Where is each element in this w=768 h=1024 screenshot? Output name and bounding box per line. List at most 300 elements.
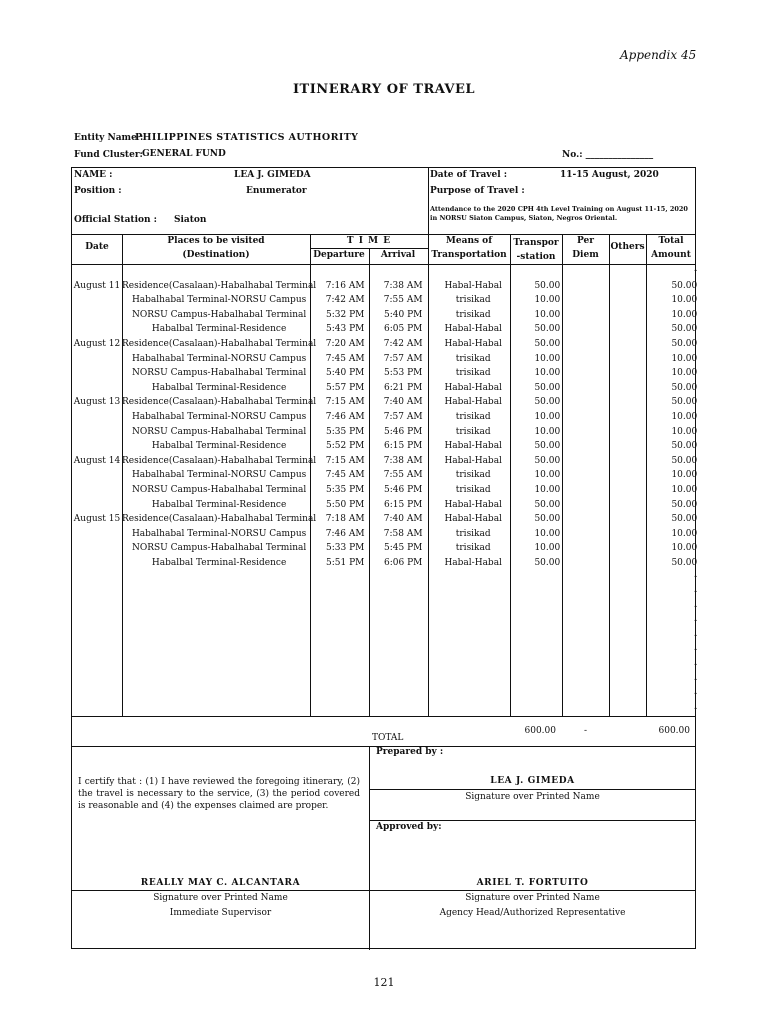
row-departure: 7:45 AM	[325, 353, 365, 364]
row-perdiem	[566, 556, 614, 571]
row-total-amount: 50.00	[671, 557, 698, 568]
row-destination: Habalbal Terminal-Residence	[151, 324, 287, 335]
table-row	[72, 556, 703, 571]
row-transportation-cost	[514, 702, 566, 717]
row-transportation-cost: 50.00	[534, 441, 561, 452]
row-date	[72, 308, 122, 323]
row-departure	[316, 600, 374, 615]
name-label: NAME :	[74, 170, 113, 180]
row-transportation-cost	[514, 643, 566, 658]
col-others-header: Others	[610, 242, 645, 252]
preparer-signature-caption: Signature over Printed Name	[465, 792, 600, 802]
row-departure: 5:40 PM	[326, 368, 365, 379]
row-departure	[316, 629, 374, 644]
table-row	[72, 293, 703, 308]
row-total-amount: 50.00	[671, 338, 698, 349]
row-transport-means: Habal-Habal	[444, 382, 502, 393]
entity-label: Entity Name :	[74, 133, 144, 143]
row-perdiem	[566, 570, 614, 585]
row-arrival	[374, 673, 432, 688]
table-row	[72, 395, 703, 410]
table-row	[72, 585, 703, 600]
row-transport-means: trisikad	[455, 368, 491, 379]
row-others	[614, 614, 652, 629]
row-others	[614, 468, 652, 483]
row-arrival	[374, 687, 432, 702]
row-arrival	[374, 629, 432, 644]
table-row	[72, 425, 703, 440]
row-transportation-cost: 10.00	[534, 543, 561, 554]
row-transportation-cost: 10.00	[534, 309, 561, 320]
table-row	[72, 673, 703, 688]
row-others	[614, 702, 652, 717]
row-date	[72, 483, 122, 498]
table-row	[72, 366, 703, 381]
row-destination: Residence(Casalaan)-Habalhabal Terminal	[122, 397, 317, 408]
row-departure: 7:46 AM	[325, 528, 365, 539]
row-date	[72, 673, 122, 688]
table-row	[72, 337, 703, 352]
row-date	[72, 658, 122, 673]
row-date	[72, 541, 122, 556]
row-transport-means: trisikad	[455, 470, 491, 481]
row-arrival: 6:15 PM	[384, 499, 423, 510]
row-transportation-cost: 10.00	[534, 411, 561, 422]
row-date	[72, 629, 122, 644]
row-total-amount: 50.00	[671, 324, 698, 335]
row-destination	[122, 687, 316, 702]
certification-text: I certify that : (1) I have reviewed the foregoing itinerary, (2) the travel is necessary to the service, (3) the period covered is reasonable and (4) the expenses claimed are proper.	[78, 777, 360, 811]
row-departure: 5:57 PM	[326, 382, 365, 393]
table-row	[72, 512, 703, 527]
row-date	[72, 585, 122, 600]
row-departure	[316, 614, 374, 629]
col-places-header-line2: (Destination)	[182, 250, 250, 260]
row-total-amount: 10.00	[671, 309, 698, 320]
row-others	[614, 439, 652, 454]
row-date	[72, 352, 122, 367]
row-transportation-cost	[514, 614, 566, 629]
table-row	[72, 483, 703, 498]
itinerary-table	[72, 264, 703, 716]
row-date	[72, 614, 122, 629]
row-others	[614, 381, 652, 396]
row-transportation-cost	[514, 629, 566, 644]
row-date: August 15	[73, 514, 121, 525]
row-total-amount: -	[694, 674, 698, 685]
table-row	[72, 468, 703, 483]
purpose-value: Attendance to the 2020 CPH 4th Level Training on August 11-15, 2020 in NORSU Siaton Campus, Siaton, Negros Oriental.	[430, 205, 688, 222]
row-transport-means: Habal-Habal	[444, 397, 502, 408]
row-others	[614, 425, 652, 440]
col-arrival-header: Arrival	[380, 250, 416, 260]
row-perdiem	[566, 643, 614, 658]
date-of-travel-label: Date of Travel :	[430, 170, 508, 180]
row-date	[72, 570, 122, 585]
row-date: August 14	[73, 455, 121, 466]
row-arrival: 7:40 AM	[383, 397, 423, 408]
row-transport-means	[432, 600, 514, 615]
row-transportation-cost: 50.00	[534, 499, 561, 510]
row-arrival	[374, 600, 432, 615]
row-transportation-cost	[514, 658, 566, 673]
row-others	[614, 585, 652, 600]
row-departure: 5:52 PM	[326, 441, 365, 452]
row-transport-means: Habal-Habal	[444, 324, 502, 335]
row-transport-means: Habal-Habal	[444, 557, 502, 568]
row-transport-means: trisikad	[455, 484, 491, 495]
row-departure: 5:50 PM	[326, 499, 365, 510]
row-date: August 11	[73, 280, 121, 291]
row-departure: 5:35 PM	[326, 484, 365, 495]
row-others	[614, 658, 652, 673]
itinerary-rows	[72, 264, 703, 716]
row-departure	[316, 264, 374, 279]
row-date	[72, 687, 122, 702]
row-transportation-cost: 10.00	[534, 353, 561, 364]
row-total-amount: 50.00	[671, 441, 698, 452]
row-total-amount: -	[694, 630, 698, 641]
row-others	[614, 410, 652, 425]
row-destination: Habalbal Terminal-Residence	[151, 441, 287, 452]
col-places-header	[122, 234, 310, 262]
row-date	[72, 410, 122, 425]
row-total-amount: -	[694, 572, 698, 583]
row-arrival	[374, 658, 432, 673]
station-value: Siaton	[174, 215, 207, 225]
row-arrival: 5:46 PM	[384, 484, 423, 495]
row-perdiem	[566, 527, 614, 542]
row-transport-means	[432, 702, 514, 717]
row-transportation-cost: 50.00	[534, 338, 561, 349]
row-perdiem	[566, 337, 614, 352]
row-perdiem	[566, 308, 614, 323]
row-perdiem	[566, 381, 614, 396]
row-departure: 5:33 PM	[326, 543, 365, 554]
row-perdiem	[566, 658, 614, 673]
row-arrival: 7:55 AM	[383, 470, 423, 481]
col-date-header: Date	[85, 242, 109, 252]
row-perdiem	[566, 439, 614, 454]
row-arrival: 6:15 PM	[384, 441, 423, 452]
table-row	[72, 322, 703, 337]
row-arrival: 7:38 AM	[383, 455, 423, 466]
table-row	[72, 600, 703, 615]
row-others	[614, 643, 652, 658]
table-row	[72, 527, 703, 542]
row-transport-means	[432, 570, 514, 585]
row-date	[72, 498, 122, 513]
table-row	[72, 439, 703, 454]
row-perdiem	[566, 322, 614, 337]
row-perdiem	[566, 264, 614, 279]
approver-title: Agency Head/Authorized Representative	[439, 908, 626, 918]
row-departure	[316, 585, 374, 600]
row-date	[72, 439, 122, 454]
purpose-label: Purpose of Travel :	[430, 186, 525, 196]
row-destination	[122, 629, 316, 644]
row-total-amount: 10.00	[671, 295, 698, 306]
approver-signature-caption: Signature over Printed Name	[465, 893, 600, 903]
row-arrival	[374, 702, 432, 717]
row-destination	[122, 643, 316, 658]
row-date	[72, 600, 122, 615]
row-total-amount: 50.00	[671, 382, 698, 393]
table-row	[72, 308, 703, 323]
row-total-amount: -	[694, 266, 698, 276]
row-destination: NORSU Campus-Habalhabal Terminal	[131, 543, 307, 554]
col-perdiem-header	[562, 234, 609, 262]
row-transport-means: Habal-Habal	[444, 455, 502, 466]
row-others	[614, 541, 652, 556]
row-arrival	[374, 570, 432, 585]
row-departure	[316, 673, 374, 688]
position-value: Enumerator	[246, 186, 307, 196]
row-destination: Habalhabal Terminal-NORSU Campus	[131, 295, 307, 306]
col-total-header-line2: Amount	[651, 250, 691, 260]
row-total-amount: -	[694, 616, 698, 627]
row-perdiem	[566, 498, 614, 513]
row-total-amount: -	[694, 689, 698, 700]
row-total-amount: 10.00	[671, 353, 698, 364]
prepared-by-label: Prepared by :	[376, 747, 444, 757]
row-transport-means	[432, 643, 514, 658]
row-arrival: 5:46 PM	[384, 426, 423, 437]
row-departure: 7:15 AM	[325, 455, 365, 466]
row-transportation-cost: 50.00	[534, 397, 561, 408]
row-destination: Habalbal Terminal-Residence	[151, 557, 287, 568]
row-transport-means: Habal-Habal	[444, 280, 502, 291]
row-perdiem	[566, 483, 614, 498]
row-departure: 7:16 AM	[325, 280, 365, 291]
entity-value: PHILIPPINES STATISTICS AUTHORITY	[135, 132, 359, 143]
row-transport-means: trisikad	[455, 411, 491, 422]
row-arrival: 7:57 AM	[383, 411, 423, 422]
row-perdiem	[566, 629, 614, 644]
row-perdiem	[566, 425, 614, 440]
row-date	[72, 322, 122, 337]
table-row	[72, 687, 703, 702]
table-row	[72, 614, 703, 629]
row-total-amount: -	[694, 601, 698, 612]
row-perdiem	[566, 541, 614, 556]
row-perdiem	[566, 673, 614, 688]
row-destination	[122, 673, 316, 688]
row-transportation-cost	[514, 264, 566, 279]
document-title: ITINERARY OF TRAVEL	[292, 82, 476, 97]
row-transportation-cost: 10.00	[534, 470, 561, 481]
row-total-amount: 10.00	[671, 426, 698, 437]
row-date	[72, 468, 122, 483]
row-total-amount: 10.00	[671, 543, 698, 554]
row-perdiem	[566, 468, 614, 483]
approver-name: ARIEL T. FORTUITO	[476, 878, 589, 888]
row-perdiem	[566, 279, 614, 294]
row-total-amount: 10.00	[671, 411, 698, 422]
row-destination: NORSU Campus-Habalhabal Terminal	[131, 309, 307, 320]
row-transportation-cost: 50.00	[534, 382, 561, 393]
row-transport-means: trisikad	[455, 426, 491, 437]
row-transport-means: Habal-Habal	[444, 514, 502, 525]
row-transport-means	[432, 658, 514, 673]
col-means-header-line2: Transportation	[431, 250, 507, 260]
table-row	[72, 658, 703, 673]
row-transportation-cost: 50.00	[534, 514, 561, 525]
row-arrival: 5:53 PM	[384, 368, 423, 379]
row-transport-means	[432, 264, 514, 279]
row-destination: Habalhabal Terminal-NORSU Campus	[131, 411, 307, 422]
total-amount: 600.00	[658, 726, 690, 736]
row-perdiem	[566, 454, 614, 469]
row-total-amount: 10.00	[671, 484, 698, 495]
row-arrival: 6:06 PM	[384, 557, 423, 568]
row-transport-means	[432, 673, 514, 688]
row-destination: Habalhabal Terminal-NORSU Campus	[131, 528, 307, 539]
row-destination: Residence(Casalaan)-Habalhabal Terminal	[122, 514, 317, 525]
table-row	[72, 381, 703, 396]
row-date	[72, 264, 122, 279]
row-total-amount: 10.00	[671, 470, 698, 481]
page-number: 121	[373, 976, 395, 989]
supervisor-signature-caption: Signature over Printed Name	[153, 893, 288, 903]
row-departure: 7:20 AM	[325, 338, 365, 349]
row-perdiem	[566, 585, 614, 600]
table-row	[72, 279, 703, 294]
row-others	[614, 395, 652, 410]
row-transport-means	[432, 629, 514, 644]
row-destination: Residence(Casalaan)-Habalhabal Terminal	[122, 280, 317, 291]
row-perdiem	[566, 702, 614, 717]
row-departure	[316, 687, 374, 702]
row-arrival: 7:40 AM	[383, 514, 423, 525]
col-departure-header: Departure	[313, 250, 365, 260]
col-total-header	[646, 234, 696, 262]
row-perdiem	[566, 352, 614, 367]
row-destination: NORSU Campus-Habalhabal Terminal	[131, 368, 307, 379]
row-total-amount: -	[694, 587, 698, 598]
row-transportation-cost	[514, 673, 566, 688]
row-transport-means	[432, 687, 514, 702]
col-transportation-header-line2: -station	[516, 252, 556, 262]
position-label: Position :	[74, 186, 122, 196]
row-departure	[316, 658, 374, 673]
table-row	[72, 541, 703, 556]
row-transportation-cost: 10.00	[534, 426, 561, 437]
row-date	[72, 381, 122, 396]
row-total-amount: 50.00	[671, 514, 698, 525]
row-date	[72, 527, 122, 542]
row-arrival	[374, 264, 432, 279]
row-arrival: 7:42 AM	[383, 338, 423, 349]
appendix-label: Appendix 45	[620, 48, 697, 62]
fund-label: Fund Cluster:	[74, 150, 143, 160]
row-destination	[122, 614, 316, 629]
row-date	[72, 293, 122, 308]
row-destination: Residence(Casalaan)-Habalhabal Terminal	[122, 338, 317, 349]
row-destination: Habalbal Terminal-Residence	[151, 499, 287, 510]
row-others	[614, 629, 652, 644]
col-total-header-line1: Total	[658, 236, 684, 246]
date-of-travel-value: 11-15 August, 2020	[560, 170, 659, 180]
row-transportation-cost: 50.00	[534, 455, 561, 466]
row-transport-means: Habal-Habal	[444, 338, 502, 349]
row-others	[614, 322, 652, 337]
row-departure: 7:18 AM	[325, 514, 365, 525]
row-departure	[316, 570, 374, 585]
row-transportation-cost	[514, 570, 566, 585]
row-others	[614, 483, 652, 498]
row-departure: 5:51 PM	[326, 557, 365, 568]
supervisor-name: REALLY MAY C. ALCANTARA	[140, 878, 301, 888]
row-transportation-cost: 10.00	[534, 484, 561, 495]
row-arrival: 7:57 AM	[383, 353, 423, 364]
row-arrival: 6:05 PM	[384, 324, 423, 335]
row-transportation-cost	[514, 585, 566, 600]
row-perdiem	[566, 512, 614, 527]
name-value: LEA J. GIMEDA	[234, 170, 311, 180]
row-others	[614, 293, 652, 308]
row-transport-means	[432, 614, 514, 629]
row-departure: 7:45 AM	[325, 470, 365, 481]
row-departure: 5:32 PM	[326, 309, 365, 320]
row-destination	[122, 600, 316, 615]
row-arrival: 7:58 AM	[383, 528, 423, 539]
row-total-amount: 50.00	[671, 397, 698, 408]
row-destination	[122, 264, 316, 279]
row-arrival: 5:45 PM	[384, 543, 423, 554]
table-row	[72, 264, 703, 279]
row-arrival: 5:40 PM	[384, 309, 423, 320]
col-transportation-header-line1: Transpor	[513, 238, 559, 248]
table-row	[72, 643, 703, 658]
row-others	[614, 337, 652, 352]
row-destination	[122, 570, 316, 585]
table-row	[72, 410, 703, 425]
row-destination: Habalhabal Terminal-NORSU Campus	[131, 470, 307, 481]
table-row	[72, 352, 703, 367]
row-date	[72, 425, 122, 440]
row-arrival: 7:38 AM	[383, 280, 423, 291]
table-row	[72, 702, 703, 717]
row-destination: NORSU Campus-Habalhabal Terminal	[131, 426, 307, 437]
row-total-amount: -	[694, 645, 698, 656]
row-transportation-cost: 10.00	[534, 295, 561, 306]
table-row	[72, 454, 703, 469]
row-departure: 7:42 AM	[325, 295, 365, 306]
table-row	[72, 498, 703, 513]
row-transportation-cost: 10.00	[534, 368, 561, 379]
row-others	[614, 308, 652, 323]
row-arrival	[374, 614, 432, 629]
row-transportation-cost	[514, 687, 566, 702]
row-others	[614, 570, 652, 585]
row-transportation-cost: 50.00	[534, 557, 561, 568]
total-perdiem: -	[583, 726, 588, 736]
row-perdiem	[566, 410, 614, 425]
row-transport-means: Habal-Habal	[444, 441, 502, 452]
row-others	[614, 556, 652, 571]
row-perdiem	[566, 395, 614, 410]
document-number: No.: _______________	[562, 150, 654, 160]
row-others	[614, 512, 652, 527]
row-total-amount: -	[694, 703, 698, 714]
row-arrival: 7:55 AM	[383, 295, 423, 306]
row-date	[72, 366, 122, 381]
row-others	[614, 264, 652, 279]
row-perdiem	[566, 600, 614, 615]
table-row	[72, 570, 703, 585]
table-row	[72, 629, 703, 644]
